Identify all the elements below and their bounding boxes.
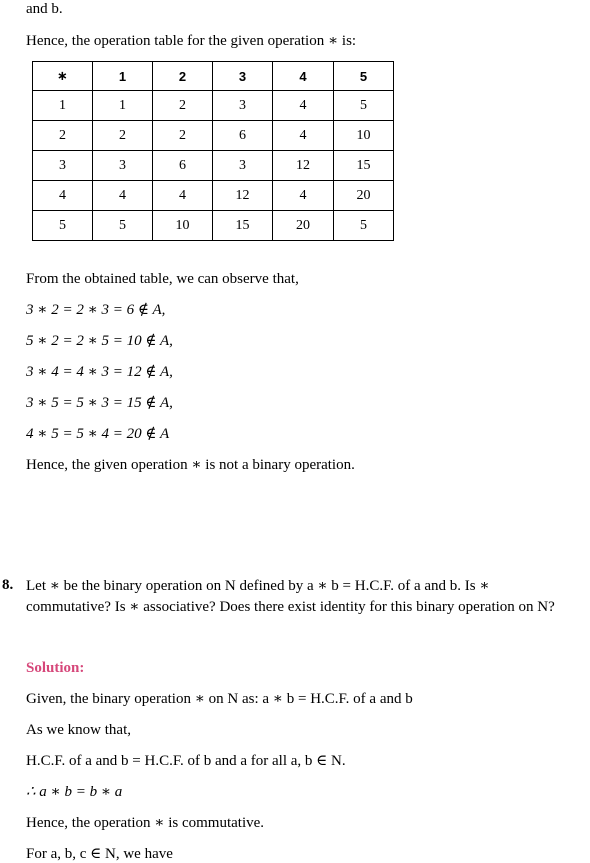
equation-line: 3 ∗ 4 = 4 ∗ 3 = 12 ∉ A, [26, 364, 173, 380]
table-cell: 5 [334, 91, 394, 121]
table-cell: 4 [93, 181, 153, 211]
solution-label: Solution: [26, 660, 85, 676]
table-cell: 4 [33, 181, 93, 211]
equation-line: 3 ∗ 5 = 5 ∗ 3 = 15 ∉ A, [26, 395, 173, 411]
question-text: Let ∗ be the binary operation on N defined by a ∗ b = H.C.F. of a and b. Is ∗ [26, 578, 490, 594]
table-cell: 10 [153, 211, 213, 241]
question-text: commutative? Is ∗ associative? Does there exist identity for this binary operation on N? [26, 599, 555, 615]
table-cell: 12 [213, 181, 273, 211]
table-header-cell: 4 [273, 62, 334, 91]
table-cell: 5 [93, 211, 153, 241]
table-header-cell: 2 [153, 62, 213, 91]
table-cell: 20 [334, 181, 394, 211]
table-cell: 6 [213, 121, 273, 151]
table-row [33, 211, 394, 241]
table-cell: 5 [33, 211, 93, 241]
table-cell: 20 [273, 211, 334, 241]
text-line: Hence, the operation ∗ is commutative. [26, 815, 265, 831]
table-cell: 15 [213, 211, 273, 241]
operation-table [32, 61, 394, 241]
text-line: As we know that, [26, 722, 131, 738]
text-line: and b. [26, 1, 63, 17]
table-cell: 10 [334, 121, 394, 151]
text-line: Given, the binary operation ∗ on N as: a ∗ b = H.C.F. of a and b [26, 691, 413, 707]
text-line: Hence, the given operation ∗ is not a binary operation. [26, 457, 355, 473]
question-number: 8. [2, 577, 14, 593]
table-cell: 3 [213, 91, 273, 121]
table-cell: 5 [334, 211, 394, 241]
table-cell: 4 [153, 181, 213, 211]
table-cell: 3 [33, 151, 93, 181]
table-cell: 15 [334, 151, 394, 181]
table-row [33, 91, 394, 121]
text-line: Hence, the operation table for the given operation ∗ is: [26, 33, 357, 49]
table-row [33, 181, 394, 211]
table-cell: 3 [213, 151, 273, 181]
table-row [33, 151, 394, 181]
table-cell: 4 [273, 91, 334, 121]
equation-line: 3 ∗ 2 = 2 ∗ 3 = 6 ∉ A, [26, 302, 166, 318]
table-header-row [33, 62, 394, 91]
text-line: For a, b, c ∈ N, we have [26, 846, 173, 862]
table-cell: 6 [153, 151, 213, 181]
table-cell: 1 [33, 91, 93, 121]
table-row [33, 121, 394, 151]
equation-line: 5 ∗ 2 = 2 ∗ 5 = 10 ∉ A, [26, 333, 173, 349]
table-cell: 1 [93, 91, 153, 121]
text-line: H.C.F. of a and b = H.C.F. of b and a for all a, b ∈ N. [26, 753, 346, 769]
equation-line: 4 ∗ 5 = 5 ∗ 4 = 20 ∉ A [26, 426, 170, 442]
table-header-cell: 1 [93, 62, 153, 91]
table-header-cell: ∗ [33, 62, 93, 91]
equation-line: ∴ a ∗ b = b ∗ a [26, 784, 123, 800]
table-header-cell: 3 [213, 62, 273, 91]
table-cell: 2 [93, 121, 153, 151]
table-header-cell: 5 [334, 62, 394, 91]
text-line: From the obtained table, we can observe that, [26, 271, 299, 287]
table-cell: 4 [273, 181, 334, 211]
table-cell: 2 [33, 121, 93, 151]
table-cell: 4 [273, 121, 334, 151]
table-cell: 3 [93, 151, 153, 181]
table-cell: 2 [153, 91, 213, 121]
table-cell: 2 [153, 121, 213, 151]
table-cell: 12 [273, 151, 334, 181]
